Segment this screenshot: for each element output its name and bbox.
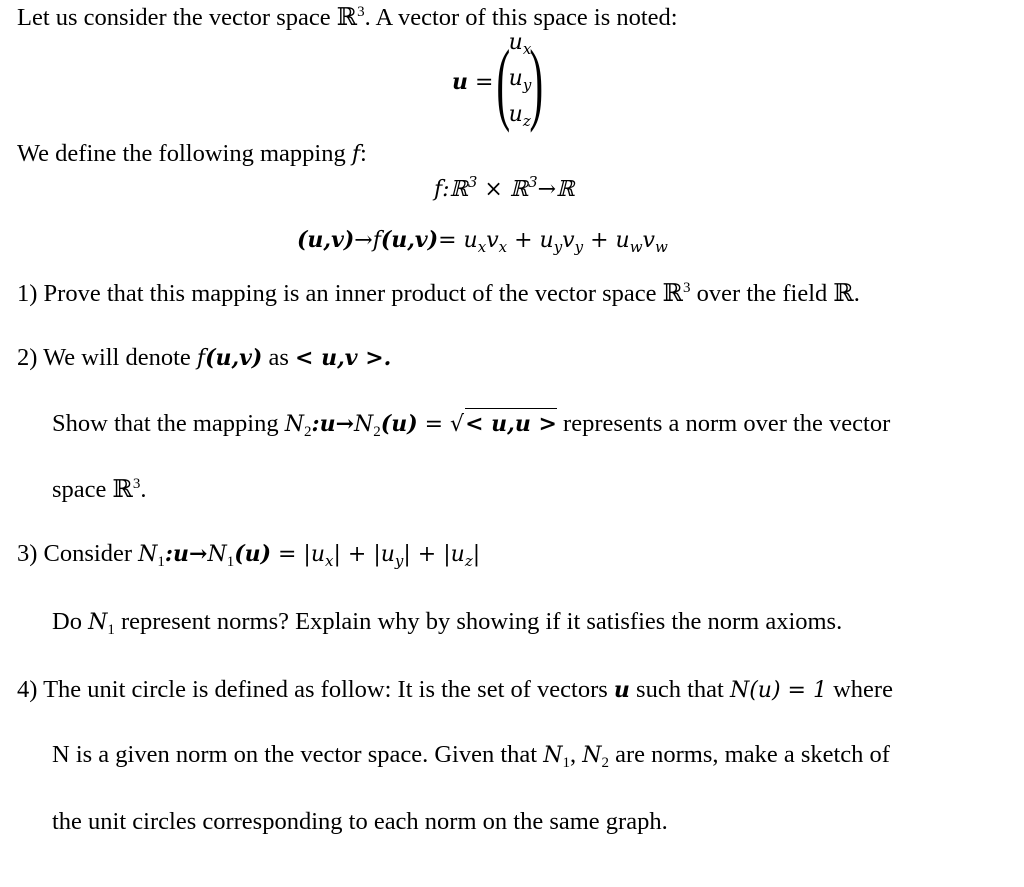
question-1: 1) Prove that this mapping is an inner product of the vector space ℝ$^3$ over the field ℝ. xyxy=(17,280,860,307)
intro-text-b: . A vector of this space is noted: xyxy=(364,4,678,31)
right-paren: ) xyxy=(529,31,544,133)
vector-u: u xyxy=(452,69,468,95)
question-4: 4) The unit circle is defined as follow: It is the set of vectors u such that N(u) = 1 where xyxy=(17,676,893,703)
question-2-space: space ℝ$^3$. xyxy=(52,476,147,503)
superscript: 3 xyxy=(357,4,365,20)
question-3-do: Do $N_1$ represent norms? Explain why by showing if it satisfies the norm axioms. xyxy=(52,608,843,638)
component-y: $u_y$ xyxy=(508,66,532,94)
vector-matrix xyxy=(488,30,552,133)
component-z: $u_z$ xyxy=(508,102,531,130)
question-2: 2) We will denote f(u,v) as < u,v >. xyxy=(17,344,392,371)
intro-text-a: Let us consider the vector space ℝ xyxy=(17,4,358,31)
equals: = xyxy=(468,70,494,95)
question-4-line-3: the unit circles corresponding to each norm on the same graph. xyxy=(52,808,668,835)
mapping-definition: We define the following mapping f: xyxy=(17,140,367,167)
intro-text xyxy=(17,4,678,32)
mapping-formula: $(u,v)\to f(u,v)= u_xv_x + u_yv_y + u_wv_w$ xyxy=(297,227,668,256)
mapping-signature: f:ℝ$^3$ × ℝ$^3$→ℝ xyxy=(434,173,575,202)
question-2-show: Show that the mapping $N_2:u\to N_2(u)$ = √< u,u > represents a norm over the vector xyxy=(52,410,891,440)
component-x: $u_x$ xyxy=(508,30,532,58)
sqrt-inner-product: < u,u > xyxy=(465,408,557,438)
question-3: 3) Consider $N_1:u\to N_1(u) = |u_x| + |u_y| + |u_z|$ xyxy=(17,540,481,570)
question-4-line-2: N is a given norm on the vector space. Given that $N_1$, $N_2$ are norms, make a sketch of xyxy=(52,741,890,771)
left-paren: ( xyxy=(496,31,511,133)
